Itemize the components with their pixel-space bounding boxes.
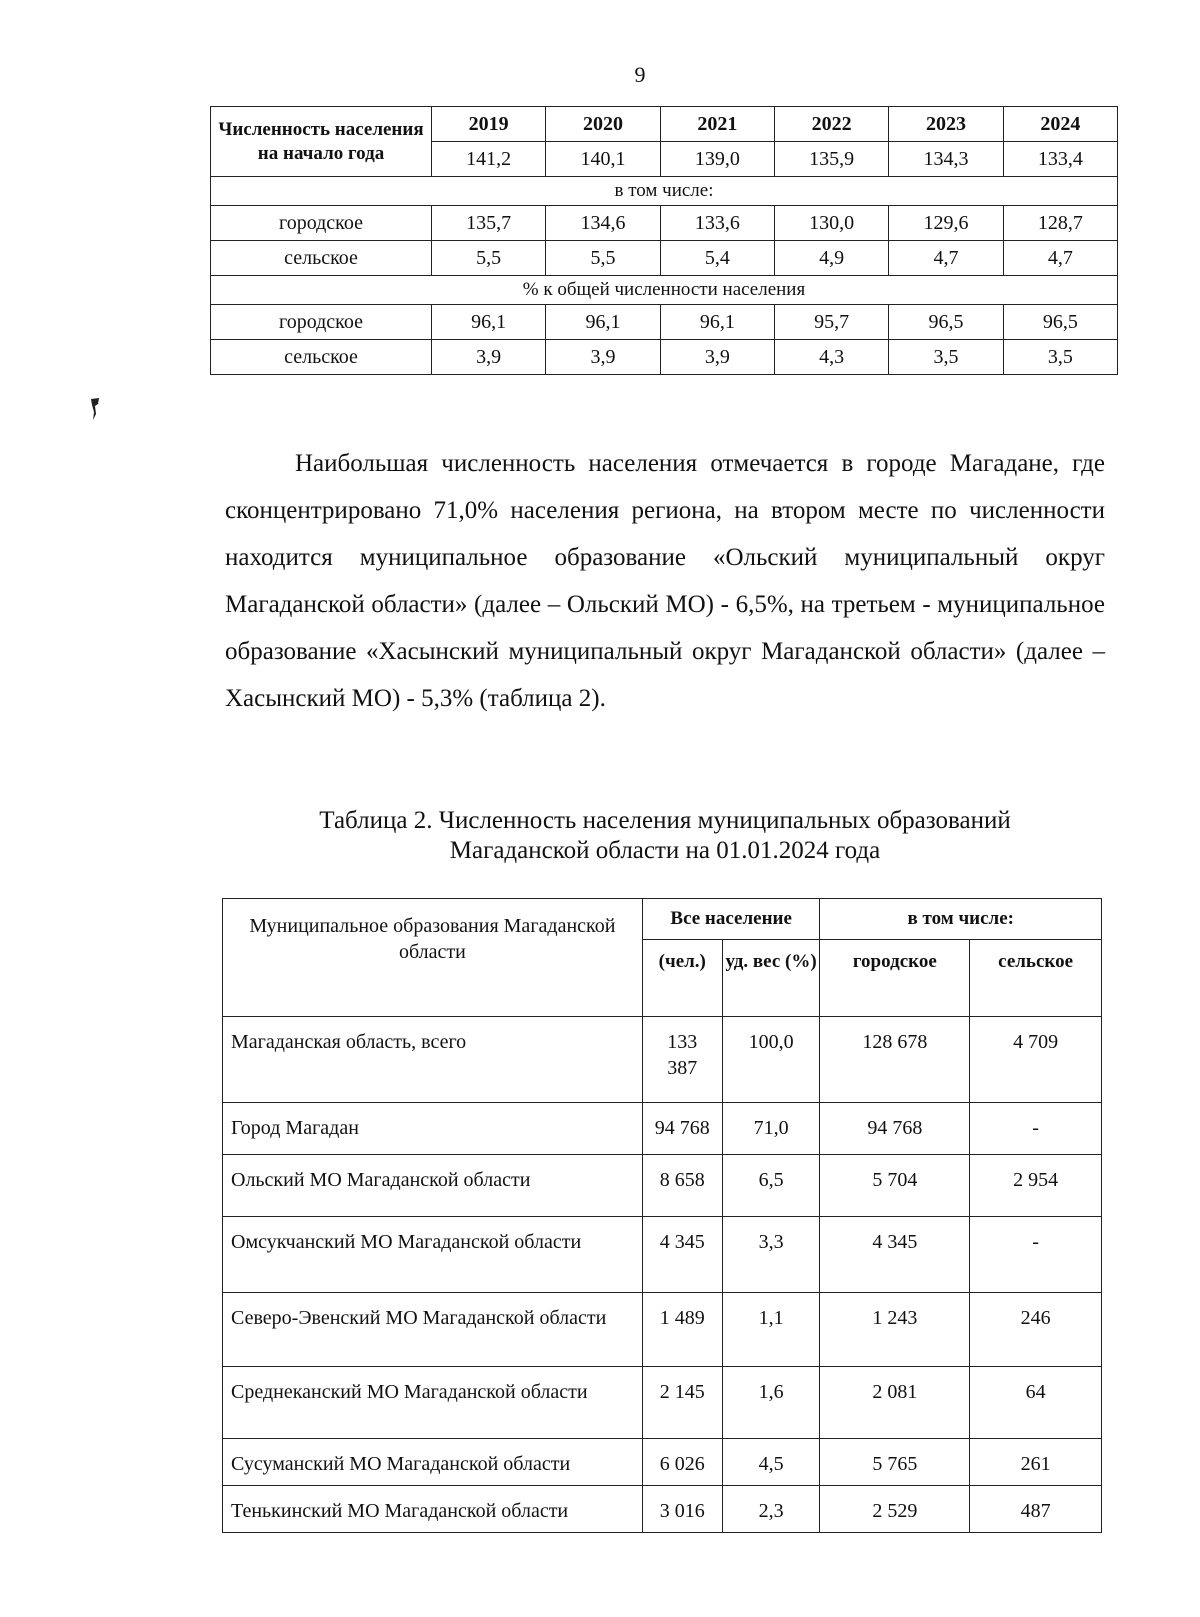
share-cell: 100,0 xyxy=(722,1017,820,1103)
table-row xyxy=(223,899,1102,940)
table-row xyxy=(211,177,1118,206)
table-row xyxy=(211,340,1118,375)
subheader-rural: сельское xyxy=(970,940,1102,1017)
municipality-name: Город Магадан xyxy=(223,1103,643,1155)
row-label: сельское xyxy=(211,340,432,375)
table-row xyxy=(223,1103,1102,1155)
table-row xyxy=(223,1367,1102,1439)
table-row xyxy=(211,241,1118,276)
caption-line: Таблица 2. Численность населения муниципальных образований xyxy=(319,807,1011,834)
total-cell: 139,0 xyxy=(660,142,774,177)
rural-cell: 64 xyxy=(970,1367,1102,1439)
value-cell: 3,9 xyxy=(660,340,774,375)
year-header: 2020 xyxy=(546,107,660,142)
share-cell: 4,5 xyxy=(722,1439,820,1486)
row-label: сельское xyxy=(211,241,432,276)
table-row xyxy=(223,1293,1102,1367)
column-header-including: в том числе: xyxy=(820,899,1102,940)
subheader-people: (чел.) xyxy=(642,940,722,1017)
share-cell: 71,0 xyxy=(722,1103,820,1155)
rural-cell: - xyxy=(970,1103,1102,1155)
municipality-name: Омсукчанский МО Магаданской области xyxy=(223,1217,643,1293)
municipality-name: Тенькинский МО Магаданской области xyxy=(223,1486,643,1533)
urban-cell: 2 081 xyxy=(820,1367,970,1439)
table-row xyxy=(211,305,1118,340)
value-cell: 3,5 xyxy=(1003,340,1117,375)
rural-cell: 487 xyxy=(970,1486,1102,1533)
urban-cell: 2 529 xyxy=(820,1486,970,1533)
header-label: Численность населения на начало года xyxy=(211,107,432,177)
value-cell: 130,0 xyxy=(774,206,888,241)
year-header: 2024 xyxy=(1003,107,1117,142)
share-cell: 6,5 xyxy=(722,1155,820,1217)
subheader-share: уд. вес (%) xyxy=(722,940,820,1017)
section-label: % к общей численности населения xyxy=(211,276,1118,305)
value-cell: 133,6 xyxy=(660,206,774,241)
value-cell: 3,5 xyxy=(889,340,1003,375)
municipality-name: Северо-Эвенский МО Магаданской области xyxy=(223,1293,643,1367)
row-label: городское xyxy=(211,206,432,241)
rural-cell: - xyxy=(970,1217,1102,1293)
people-cell: 4 345 xyxy=(642,1217,722,1293)
rural-cell: 4 709 xyxy=(970,1017,1102,1103)
total-cell: 133,4 xyxy=(1003,142,1117,177)
urban-cell: 1 243 xyxy=(820,1293,970,1367)
value-cell: 134,6 xyxy=(546,206,660,241)
body-paragraph xyxy=(225,440,1105,722)
column-header-municipality: Муниципальное образования Магаданской области xyxy=(223,899,643,1017)
value-cell: 96,1 xyxy=(432,305,546,340)
people-cell: 3 016 xyxy=(642,1486,722,1533)
table-row xyxy=(223,1439,1102,1486)
caption-line: Магаданской области на 01.01.2024 года xyxy=(449,837,881,864)
total-cell: 135,9 xyxy=(774,142,888,177)
people-cell: 2 145 xyxy=(642,1367,722,1439)
share-cell: 3,3 xyxy=(722,1217,820,1293)
value-cell: 5,4 xyxy=(660,241,774,276)
table-row xyxy=(223,1017,1102,1103)
share-cell: 1,6 xyxy=(722,1367,820,1439)
section-label: в том числе: xyxy=(211,177,1118,206)
urban-cell: 128 678 xyxy=(820,1017,970,1103)
urban-cell: 4 345 xyxy=(820,1217,970,1293)
column-header-all-population: Все население xyxy=(642,899,820,940)
urban-cell: 5 704 xyxy=(820,1155,970,1217)
people-cell: 8 658 xyxy=(642,1155,722,1217)
rural-cell: 246 xyxy=(970,1293,1102,1367)
municipality-name: Ольский МО Магаданской области xyxy=(223,1155,643,1217)
municipality-name: Сусуманский МО Магаданской области xyxy=(223,1439,643,1486)
total-cell: 141,2 xyxy=(432,142,546,177)
value-cell: 135,7 xyxy=(432,206,546,241)
subheader-urban: городское xyxy=(820,940,970,1017)
share-cell: 1,1 xyxy=(722,1293,820,1367)
table-row xyxy=(223,1486,1102,1533)
value-cell: 96,1 xyxy=(660,305,774,340)
people-cell: 6 026 xyxy=(642,1439,722,1486)
total-cell: 134,3 xyxy=(889,142,1003,177)
population-dynamics-table xyxy=(210,106,1118,375)
table-row xyxy=(223,1217,1102,1293)
table-row xyxy=(211,206,1118,241)
year-header: 2023 xyxy=(889,107,1003,142)
value-cell: 4,3 xyxy=(774,340,888,375)
value-cell: 4,7 xyxy=(889,241,1003,276)
value-cell: 96,5 xyxy=(1003,305,1117,340)
year-header: 2021 xyxy=(660,107,774,142)
table-caption xyxy=(225,806,1105,866)
value-cell: 3,9 xyxy=(546,340,660,375)
value-cell: 4,9 xyxy=(774,241,888,276)
paragraph-text: Наибольшая численность населения отмечается в городе Магадане, где сконцентрировано 71,0% населения региона, на втором месте по численности находится муниципальное образование «Ольский муниципальный округ Магаданской области» (далее – Ольский МО) - 6,5%, на третьем - муниципальное образование «Хасынский муниципальный округ Магаданской области» (далее – Хасынский МО) - 5,3% (таблица 2). xyxy=(225,450,1105,712)
value-cell: 4,7 xyxy=(1003,241,1117,276)
value-cell: 129,6 xyxy=(889,206,1003,241)
value-cell: 5,5 xyxy=(432,241,546,276)
value-cell: 5,5 xyxy=(546,241,660,276)
total-cell: 140,1 xyxy=(546,142,660,177)
municipal-population-table xyxy=(222,898,1102,1533)
municipality-name: Среднеканский МО Магаданской области xyxy=(223,1367,643,1439)
share-cell: 2,3 xyxy=(722,1486,820,1533)
table-row xyxy=(211,276,1118,305)
rural-cell: 2 954 xyxy=(970,1155,1102,1217)
value-cell: 96,5 xyxy=(889,305,1003,340)
value-cell: 128,7 xyxy=(1003,206,1117,241)
year-header: 2019 xyxy=(432,107,546,142)
row-label: городское xyxy=(211,305,432,340)
year-header: 2022 xyxy=(774,107,888,142)
urban-cell: 5 765 xyxy=(820,1439,970,1486)
value-cell: 96,1 xyxy=(546,305,660,340)
table-row xyxy=(223,1155,1102,1217)
people-cell: 94 768 xyxy=(642,1103,722,1155)
rural-cell: 261 xyxy=(970,1439,1102,1486)
value-cell: 3,9 xyxy=(432,340,546,375)
page-number: 9 xyxy=(634,62,646,87)
value-cell: 95,7 xyxy=(774,305,888,340)
people-cell: 1 489 xyxy=(642,1293,722,1367)
margin-ink-mark xyxy=(88,396,102,422)
table-row xyxy=(211,107,1118,142)
municipality-name: Магаданская область, всего xyxy=(223,1017,643,1103)
people-value: 133 387 xyxy=(667,1031,698,1079)
urban-cell: 94 768 xyxy=(820,1103,970,1155)
people-cell xyxy=(642,1017,722,1103)
